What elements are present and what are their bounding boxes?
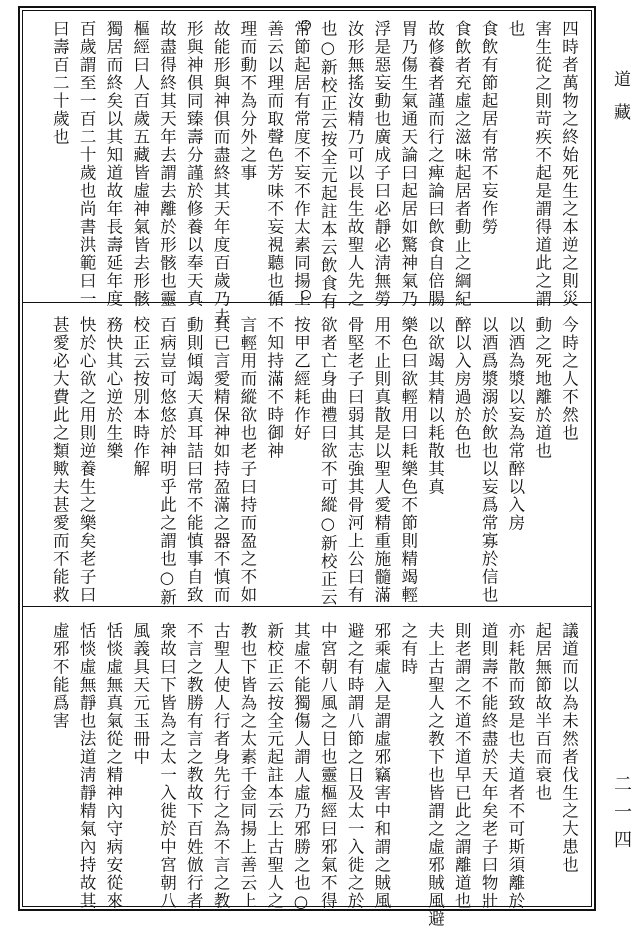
- text-column: 以酒為漿以妄為常醉以入房: [505, 316, 525, 532]
- text-column: 醉以入房過於色也: [452, 316, 472, 460]
- text-column: 百病豈可悠悠於神明乎此之謂也○新: [157, 316, 177, 607]
- text-column: 故盡得終其天年去謂去離於形骸也靈: [157, 20, 177, 308]
- text-column: 動之死地離於道也: [532, 316, 552, 460]
- text-column: 議道而以為未然者伐生之大患也: [559, 622, 579, 874]
- text-column: 形與神俱同臻壽分謹於修養以奉天真: [184, 20, 204, 308]
- text-column: 曰壽百二十歲也: [50, 20, 70, 146]
- book-title: 道藏: [610, 70, 630, 136]
- text-column: 衆故曰下皆為之太一入徙於中宮朝八: [157, 622, 177, 910]
- text-column: 樂色曰欲輕用曰耗樂色不節則精竭輕: [398, 316, 418, 604]
- punctuation-circle: [301, 290, 311, 300]
- text-column: 食飲者充虛之滋味起居者動止之綱紀: [452, 20, 472, 308]
- text-column: 按甲乙經耗作好: [291, 316, 311, 442]
- text-column: 欲者亡身曲禮曰欲不可縱○新校正云: [318, 316, 338, 607]
- text-column: 新校正云按全元起註本云上古聖人之: [264, 622, 284, 910]
- text-column: 樞經曰人百歲五藏皆虛神氣皆去形骸: [130, 20, 150, 308]
- text-column: 以酒爲漿溺於飲也以妄爲常寡於信也: [479, 316, 499, 604]
- text-column: 夫上古聖人之教下也皆謂之虛邪賊風避: [425, 622, 445, 928]
- text-column: 善云以理而取聲色芳味不妄視聽也循: [264, 20, 284, 308]
- text-column: 不知持滿不時御神: [264, 316, 284, 460]
- text-column: 古聖人使人行者身先行之為不言之教: [211, 622, 231, 910]
- text-column: 其已言愛精保神如持盈滿之器不慎而: [211, 316, 231, 604]
- text-column: 言輕用而縱欲也老子曰持而盈之不如: [237, 316, 257, 604]
- text-column: 理而動不為分外之事: [237, 20, 257, 182]
- text-column: 虛邪不能爲害: [50, 622, 70, 730]
- text-column: 則老謂之不道不道早已此之謂離道也: [452, 622, 472, 910]
- text-column: 四時者萬物之終始死生之本逆之則災: [559, 20, 579, 308]
- text-column: 浮是惡妄動也廣成子曰必靜必淸無勞: [371, 20, 391, 308]
- text-column: 邪乘虛入是謂虛邪竊害中和謂之賊風: [371, 622, 391, 910]
- text-column: 動則傾竭天真耳詰曰常不能慎事自致: [184, 316, 204, 604]
- text-column: 汝形無搖汝精乃可以長生故聖人先之: [345, 20, 365, 308]
- page-number: 二一四: [611, 774, 632, 858]
- text-column: 恬惔虛無真氣從之精神內守病安從來: [103, 622, 123, 910]
- text-column: 快於心欲之用則逆養生之樂矣老子曰: [77, 316, 97, 604]
- text-column: 不言之教勝有言之教故下百姓倣行者: [184, 622, 204, 910]
- panel-divider-2: [22, 606, 592, 607]
- text-column: 道則壽不能終盡於天年矣老子曰物壯: [479, 622, 499, 910]
- text-column: 教也下皆為之太素千金同揚上善云上: [237, 622, 257, 910]
- text-column: 恬惔虛無靜也法道淸靜精氣內持故其: [77, 622, 97, 910]
- text-column: 食飲有節起居有常不妄作勞: [479, 20, 499, 236]
- text-column: 骨堅老子曰弱其志強其骨河上公曰有: [345, 316, 365, 604]
- text-column: 以欲竭其精以耗散其真: [425, 316, 445, 496]
- text-column: 起居無節故半百而衰也: [532, 622, 552, 802]
- text-column: 獨居而終矣以其知道故年長壽延年度: [103, 20, 123, 308]
- text-column: 今時之人不然也: [559, 316, 579, 442]
- text-column: 甚愛必大費此之類歟夫甚愛而不能救: [50, 316, 70, 604]
- text-column: 務快其心逆於生樂: [103, 316, 123, 460]
- text-column: 害生從之則苛疾不起是謂得道此之謂: [532, 20, 552, 308]
- text-column: 之有時: [398, 622, 418, 676]
- punctuation-circle: [301, 20, 311, 30]
- text-column: 故能形與神俱而盡終其天年度百歲乃去: [211, 20, 231, 326]
- text-column: 常節起居有常度不妄不作太素同揚上: [291, 20, 311, 308]
- text-column: 也: [505, 20, 525, 38]
- text-column: 避之有時謂八節之日及太一入徙之於: [345, 622, 365, 910]
- text-column: 百歲謂至一百二十歲也尚書洪範曰一: [77, 20, 97, 308]
- text-column: 風義具天元玉冊中: [130, 622, 150, 766]
- text-column: 用不止則真散是以聖人愛精重施髓滿: [371, 316, 391, 604]
- text-column: 校正云按別本時作解: [130, 316, 150, 478]
- text-column: 中宮朝八風之日也靈樞經曰邪氣不得: [318, 622, 338, 910]
- text-column: 亦耗散而致是也夫道者不可斯須離於: [505, 622, 525, 910]
- text-column: 故修養者謹而行之痺論曰飲食自倍腸: [425, 20, 445, 308]
- text-column: 胃乃傷生氣通天論曰起居如驚神氣乃: [398, 20, 418, 308]
- text-column: 其虛不能獨傷人謂人虛乃邪勝之也○: [291, 622, 311, 913]
- text-column: 也○新校正云按全元起註本云飲食有: [318, 20, 338, 311]
